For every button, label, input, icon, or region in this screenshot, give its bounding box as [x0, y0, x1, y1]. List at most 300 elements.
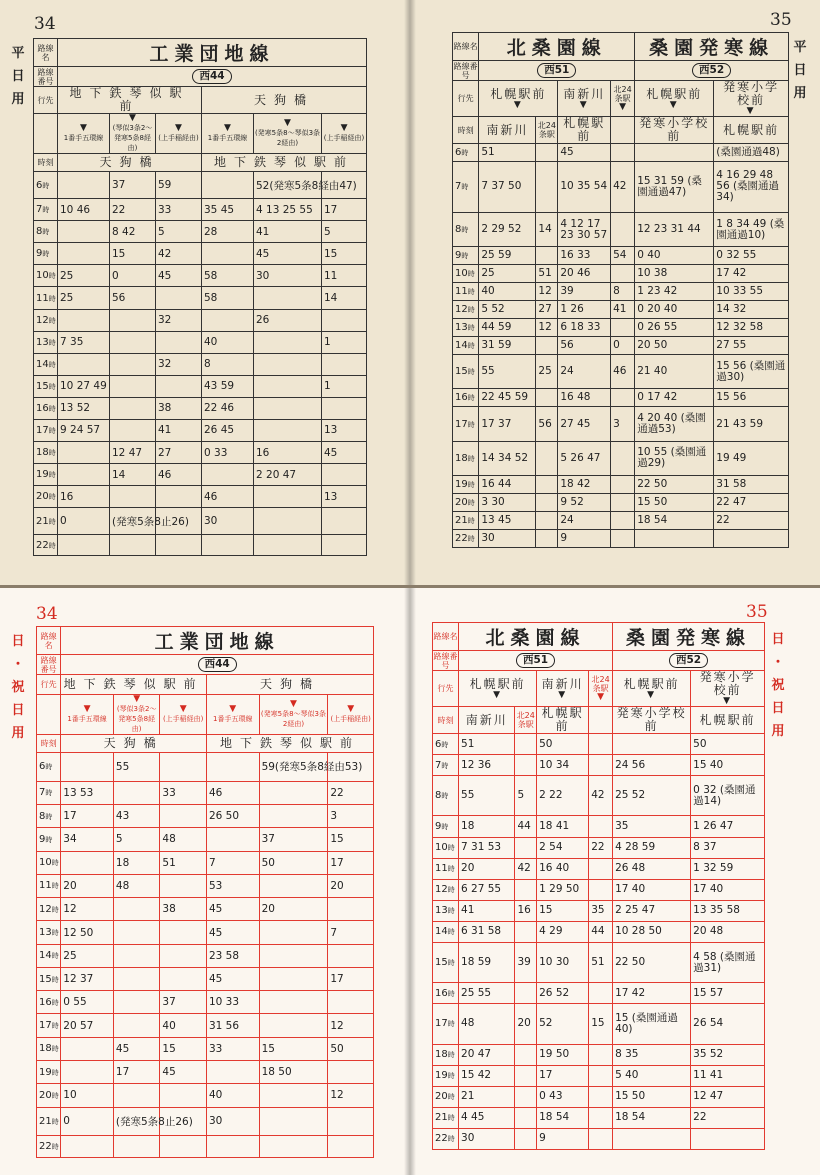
time-cell: 39	[558, 283, 611, 301]
hour-cell: 7時	[34, 199, 58, 221]
time-cell: 45	[206, 967, 259, 990]
time-cell: 3 30	[479, 494, 536, 512]
time-cell: 10 28 50	[613, 921, 691, 942]
time-cell: 0 32 55	[714, 247, 789, 265]
hour-cell: 17時	[34, 419, 58, 441]
time-cell	[515, 1107, 537, 1128]
table-row	[34, 265, 367, 287]
time-cell	[113, 944, 160, 967]
time-cell: 12	[536, 319, 558, 337]
hour-cell: 19時	[433, 1065, 459, 1086]
time-cell: 48	[113, 874, 160, 897]
destination-header: 天狗橋	[206, 675, 373, 695]
table-row	[433, 837, 765, 858]
table-row	[37, 804, 374, 827]
time-cell: 55	[113, 753, 160, 782]
hour-cell: 19時	[37, 1061, 61, 1084]
time-cell: 33	[206, 1037, 259, 1060]
time-cell: 55	[459, 776, 515, 816]
table-row	[34, 221, 367, 243]
time-cell: 15	[328, 828, 374, 851]
time-cell	[202, 172, 254, 199]
time-cell: 18 50	[259, 1061, 328, 1084]
time-cell: 24	[558, 354, 611, 388]
time-cell: 0 17 42	[635, 389, 714, 407]
time-cell	[322, 508, 367, 535]
time-cell: (発寒5条8止26)	[113, 1107, 160, 1136]
time-cell: 0 32 (桑園通過14)	[691, 776, 765, 816]
time-cell: 23 58	[206, 944, 259, 967]
via-note: ▼ 1番手五環線	[206, 695, 259, 735]
hour-cell: 20時	[453, 494, 479, 512]
table-row	[453, 512, 789, 530]
time-cell: 13 45	[479, 512, 536, 530]
page-number: 34	[34, 14, 56, 34]
time-cell: 17 42	[613, 983, 691, 1004]
time-cell: 45	[113, 1037, 160, 1060]
time-cell: 46	[206, 781, 259, 804]
sub-destination: 南新川	[459, 707, 515, 734]
time-cell: 37	[110, 172, 156, 199]
time-cell: 45	[322, 442, 367, 464]
time-cell	[113, 781, 160, 804]
hour-cell: 6時	[34, 172, 58, 199]
line-name: 桑園発寒線	[613, 623, 765, 651]
table-row	[453, 144, 789, 162]
hour-cell: 10時	[34, 265, 58, 287]
time-cell: 55	[479, 354, 536, 388]
time-cell: 21	[459, 1086, 515, 1107]
book-gutter	[404, 0, 416, 588]
table-row	[37, 898, 374, 921]
time-cell: 17 40	[613, 879, 691, 900]
time-cell: 18 54	[635, 512, 714, 530]
time-cell: 22 45 59	[479, 389, 536, 407]
time-cell	[61, 1037, 114, 1060]
time-cell: 24 56	[613, 755, 691, 776]
time-cell: 41	[459, 900, 515, 921]
hour-cell: 7時	[453, 161, 479, 212]
down-arrow-icon: ▼	[229, 704, 237, 714]
time-cell: 5 26 47	[558, 441, 611, 475]
time-cell	[110, 397, 156, 419]
destination-header: 天狗橋	[61, 735, 207, 753]
hour-cell: 17時	[37, 1014, 61, 1037]
time-cell	[328, 1061, 374, 1084]
time-cell: 50	[691, 734, 765, 755]
table-row	[433, 816, 765, 837]
time-cell: 10 27 49	[58, 375, 110, 397]
time-cell: 25	[536, 354, 558, 388]
time-cell: 11	[322, 265, 367, 287]
destination-header: 札幌駅前 ▼	[635, 81, 714, 117]
time-cell: (桑園通過48)	[714, 144, 789, 162]
time-cell: (発寒5条8止26)	[110, 508, 156, 535]
time-cell: 8 37	[691, 837, 765, 858]
time-cell: 13	[322, 419, 367, 441]
time-cell	[61, 1136, 114, 1158]
time-cell	[156, 287, 202, 309]
table-row	[34, 535, 367, 556]
time-cell	[259, 1014, 328, 1037]
time-cell: 1 8 34 49 (桑園通過10)	[714, 212, 789, 246]
timetable-holiday-right: 路線名 北桑園線 桑園発寒線 路線番号 西51 西52 行先 札幌駅前 ▼ 南新川 ▼ 北24条駅 ▼ 札幌駅前 ▼ 発寒小学校前 ▼ 時刻 南新川 北24条駅 札幌駅前 発寒小学校前 札幌駅前 6時 51 50 50 7時 12 36 10 34 24 56 15 40 8時 55 5 2 22 42 25 52 0 32 (桑園通過14) 9時 18 44 18 41 35 1 26 47 10時 7 31 53 2 54 22 4 28 59 8 37 11時 20 42 16 40 26 48 1 32 59 12時 6 27 55 1 29 50 17 40 17 40 13時 41 16 15 35 2 25 47 13 35 58 14時 6 31 58 4 29 44 10 28 50 20 48 15時 18 59 39 10 30 51 22 50 4 58 (桑園通過31) 16時 25 55 26 52 17 42 15 57 17時 48 20 52 15 15 (桑園通過40) 26 54 18時 20 47 19 50 8 35 35 52 19時 15 42 17 5 40 11 41 20時 21 0 43 15 50 12 47 21時 4 45 18 54 18 54 22 22時 30 9	[432, 622, 765, 1150]
time-cell: 46	[156, 464, 202, 486]
time-cell	[589, 755, 613, 776]
hour-cell: 13時	[433, 900, 459, 921]
route-no-label: 路線番号	[34, 67, 58, 87]
time-cell: 44	[589, 921, 613, 942]
time-cell: 20	[259, 898, 328, 921]
table-row	[453, 247, 789, 265]
time-cell: 12 37	[61, 967, 114, 990]
time-cell: 27 55	[714, 336, 789, 354]
time-cell: 7 37 50	[479, 161, 536, 212]
table-row	[34, 331, 367, 353]
time-cell: 17	[328, 851, 374, 874]
table-row	[34, 287, 367, 309]
via-note: ▼ (琴似3条2〜発寒5条8経由)	[110, 114, 156, 154]
hour-cell: 14時	[453, 336, 479, 354]
time-cell	[635, 144, 714, 162]
down-arrow-icon: ▼	[647, 689, 657, 700]
time-cell: 33	[156, 199, 202, 221]
table-row	[453, 354, 789, 388]
via-note: ▼ (上手稲経由)	[160, 695, 207, 735]
time-cell	[58, 243, 110, 265]
time-cell	[611, 319, 635, 337]
route-number-badge: 西51	[537, 63, 576, 78]
time-label: 時刻	[37, 735, 61, 753]
time-cell: 27 45	[558, 407, 611, 441]
time-cell: 40	[479, 283, 536, 301]
time-cell: 45	[206, 898, 259, 921]
time-cell: 12 32 58	[714, 319, 789, 337]
destination-header: 地下鉄琴似駅前	[58, 87, 202, 114]
time-cell	[61, 851, 114, 874]
time-cell: 10 46	[58, 199, 110, 221]
hour-cell: 15時	[34, 375, 58, 397]
table-row	[34, 397, 367, 419]
time-cell: 7	[206, 851, 259, 874]
time-cell	[613, 1128, 691, 1149]
table-row	[34, 442, 367, 464]
time-cell: 15	[259, 1037, 328, 1060]
hour-cell: 6時	[37, 753, 61, 782]
hour-cell: 20時	[433, 1086, 459, 1107]
time-cell: 30	[254, 265, 322, 287]
table-row	[37, 1037, 374, 1060]
time-cell: 45	[160, 1061, 207, 1084]
time-cell: 21 43 59	[714, 407, 789, 441]
time-cell	[61, 753, 114, 782]
table-row	[453, 212, 789, 246]
time-cell: 42	[589, 776, 613, 816]
destination-header: 地下鉄琴似駅前	[61, 675, 207, 695]
time-cell: 35 45	[202, 199, 254, 221]
time-cell: 1 29 50	[537, 879, 589, 900]
route-number-cell	[61, 655, 374, 675]
via-note: ▼ (上手稲経由)	[156, 114, 202, 154]
time-cell: 5	[156, 221, 202, 243]
hour-cell: 16時	[433, 983, 459, 1004]
hour-cell: 17時	[453, 407, 479, 441]
hour-cell: 19時	[453, 476, 479, 494]
time-cell	[589, 1044, 613, 1065]
time-cell: 0	[61, 1107, 114, 1136]
time-cell: 26 54	[691, 1004, 765, 1044]
time-cell: 15 42	[459, 1065, 515, 1086]
time-cell: 13 35 58	[691, 900, 765, 921]
down-arrow-icon: ▼	[493, 689, 503, 700]
time-cell: 12	[328, 1084, 374, 1107]
down-arrow-icon: ▼	[83, 704, 91, 714]
time-cell: 0	[58, 508, 110, 535]
time-cell	[113, 991, 160, 1014]
table-row	[453, 301, 789, 319]
time-cell: 22 47	[714, 494, 789, 512]
time-cell: 59(発寒5条8経由53)	[259, 753, 328, 782]
time-cell: 22	[589, 837, 613, 858]
time-cell	[160, 1084, 207, 1107]
time-cell: 10 30	[537, 942, 589, 982]
time-cell: 46	[202, 486, 254, 508]
sub-destination	[611, 117, 635, 144]
time-cell: 14	[110, 464, 156, 486]
time-cell: 2 20 47	[254, 464, 322, 486]
time-cell: 37	[160, 991, 207, 1014]
hour-cell: 22時	[34, 535, 58, 556]
time-cell: 32	[156, 353, 202, 375]
time-cell: 58	[202, 287, 254, 309]
route-number-badge: 西51	[516, 653, 555, 668]
time-cell: 30	[202, 508, 254, 535]
table-row	[453, 407, 789, 441]
time-cell: 9 52	[558, 494, 611, 512]
hour-cell: 18時	[433, 1044, 459, 1065]
time-cell	[259, 1084, 328, 1107]
time-cell: 4 29	[537, 921, 589, 942]
hour-cell: 10時	[433, 837, 459, 858]
table-row	[433, 983, 765, 1004]
via-note: ▼ (発寒5条8〜琴似3条2経由)	[259, 695, 328, 735]
time-cell	[328, 991, 374, 1014]
time-cell: 20	[459, 858, 515, 879]
time-cell: 1 32 59	[691, 858, 765, 879]
sub-destination: 札幌駅前	[537, 707, 589, 734]
time-cell	[61, 1061, 114, 1084]
time-cell: 12 50	[61, 921, 114, 944]
time-cell: 5	[322, 221, 367, 243]
hour-cell: 16時	[453, 389, 479, 407]
time-cell	[611, 212, 635, 246]
time-cell: 7 31 53	[459, 837, 515, 858]
time-cell: 16 40	[537, 858, 589, 879]
time-cell: 35	[613, 816, 691, 837]
line-name: 工業団地線	[58, 39, 367, 67]
time-cell: 10 55 (桑園通過29)	[635, 441, 714, 475]
time-cell: 17 40	[691, 879, 765, 900]
time-cell: 12 23 31 44	[635, 212, 714, 246]
time-cell	[322, 535, 367, 556]
hour-cell: 18時	[34, 442, 58, 464]
time-cell: 28	[202, 221, 254, 243]
time-cell: 22 46	[202, 397, 254, 419]
time-cell	[206, 1061, 259, 1084]
hour-cell: 19時	[34, 464, 58, 486]
time-cell: 2 22	[537, 776, 589, 816]
table-row	[37, 781, 374, 804]
route-number-cell	[459, 651, 613, 671]
time-cell: 10 33	[206, 991, 259, 1014]
hour-cell: 13時	[34, 331, 58, 353]
time-cell: 40	[202, 331, 254, 353]
time-cell: 12	[536, 283, 558, 301]
time-cell: 8 35	[613, 1044, 691, 1065]
time-cell	[611, 476, 635, 494]
time-cell: 0 43	[537, 1086, 589, 1107]
hour-cell: 15時	[37, 967, 61, 990]
table-row	[433, 879, 765, 900]
line-name: 工業団地線	[61, 627, 374, 655]
time-cell: 48	[160, 828, 207, 851]
time-cell: 15	[110, 243, 156, 265]
time-cell: 14	[536, 212, 558, 246]
time-cell	[254, 375, 322, 397]
time-cell: 4 28 59	[613, 837, 691, 858]
time-cell	[58, 221, 110, 243]
sub-destination	[589, 707, 613, 734]
hour-cell: 14時	[433, 921, 459, 942]
time-cell	[611, 494, 635, 512]
time-cell: 5 40	[613, 1065, 691, 1086]
time-cell: 53	[206, 874, 259, 897]
time-cell	[259, 967, 328, 990]
time-cell: 19 50	[537, 1044, 589, 1065]
time-cell	[611, 265, 635, 283]
time-cell: 58	[202, 265, 254, 287]
time-cell: 42	[156, 243, 202, 265]
side-label: 平 日 用	[11, 46, 25, 107]
table-row	[433, 900, 765, 921]
book-gutter	[404, 588, 416, 1175]
table-row	[453, 283, 789, 301]
time-cell: 14 32	[714, 301, 789, 319]
time-cell	[536, 476, 558, 494]
time-cell	[254, 287, 322, 309]
table-row	[433, 1004, 765, 1044]
time-cell: 4 16 29 48 56 (桑園通過34)	[714, 161, 789, 212]
time-cell	[515, 734, 537, 755]
time-cell	[536, 336, 558, 354]
time-cell	[206, 1136, 259, 1158]
hour-cell: 8時	[34, 221, 58, 243]
time-cell: 25	[58, 287, 110, 309]
time-cell: 27	[536, 301, 558, 319]
time-cell	[160, 921, 207, 944]
time-cell	[113, 1136, 160, 1158]
destination-header: 南新川 ▼	[558, 81, 611, 117]
table-row	[37, 944, 374, 967]
destination-header: 地下鉄琴似駅前	[202, 154, 367, 172]
hour-cell: 18時	[37, 1037, 61, 1060]
time-cell	[202, 464, 254, 486]
table-row	[34, 353, 367, 375]
time-cell: 17	[537, 1065, 589, 1086]
time-cell	[254, 486, 322, 508]
time-cell	[613, 734, 691, 755]
time-cell: 21 40	[635, 354, 714, 388]
time-cell: 17 42	[714, 265, 789, 283]
table-row	[34, 243, 367, 265]
holiday-left-page	[0, 588, 410, 1175]
time-cell: 18 54	[613, 1107, 691, 1128]
time-cell: 1	[322, 331, 367, 353]
table-row	[453, 319, 789, 337]
time-cell	[635, 529, 714, 547]
hour-cell: 8時	[433, 776, 459, 816]
time-cell: 17	[328, 967, 374, 990]
time-cell: 9 24 57	[58, 419, 110, 441]
time-cell	[160, 944, 207, 967]
time-cell: 8	[202, 353, 254, 375]
time-cell: 12 47	[110, 442, 156, 464]
time-cell: 43	[113, 804, 160, 827]
page-number: 35	[770, 10, 792, 30]
time-cell: 0	[110, 265, 156, 287]
time-cell: 38	[156, 397, 202, 419]
time-cell: 1 26	[558, 301, 611, 319]
hour-cell: 20時	[37, 1084, 61, 1107]
time-cell: 6 18 33	[558, 319, 611, 337]
time-cell: 50	[328, 1037, 374, 1060]
time-cell: 22	[328, 781, 374, 804]
time-cell	[254, 419, 322, 441]
time-cell: 31 59	[479, 336, 536, 354]
down-arrow-icon: ▼	[669, 99, 679, 110]
time-cell: 44	[515, 816, 537, 837]
hour-cell: 18時	[453, 441, 479, 475]
time-cell	[259, 874, 328, 897]
hour-cell: 13時	[37, 921, 61, 944]
time-cell: 18 54	[537, 1107, 589, 1128]
time-cell: 43 59	[202, 375, 254, 397]
hour-cell: 14時	[34, 353, 58, 375]
time-cell	[322, 309, 367, 331]
sub-destination: 札幌駅前	[714, 117, 789, 144]
hour-cell: 9時	[37, 828, 61, 851]
time-cell	[536, 161, 558, 212]
hour-cell: 10時	[37, 851, 61, 874]
time-cell	[58, 535, 110, 556]
time-label: 時刻	[34, 154, 58, 172]
time-cell	[536, 144, 558, 162]
time-cell: 13 53	[61, 781, 114, 804]
table-row	[34, 486, 367, 508]
time-cell: 0 40	[635, 247, 714, 265]
time-cell	[160, 874, 207, 897]
hour-cell: 11時	[34, 287, 58, 309]
table-row	[433, 921, 765, 942]
time-cell: 41	[611, 301, 635, 319]
hour-cell: 10時	[453, 265, 479, 283]
time-cell: 5	[113, 828, 160, 851]
time-cell	[589, 1128, 613, 1149]
hour-cell: 9時	[433, 816, 459, 837]
time-cell	[254, 353, 322, 375]
time-cell	[515, 983, 537, 1004]
time-cell	[536, 512, 558, 530]
